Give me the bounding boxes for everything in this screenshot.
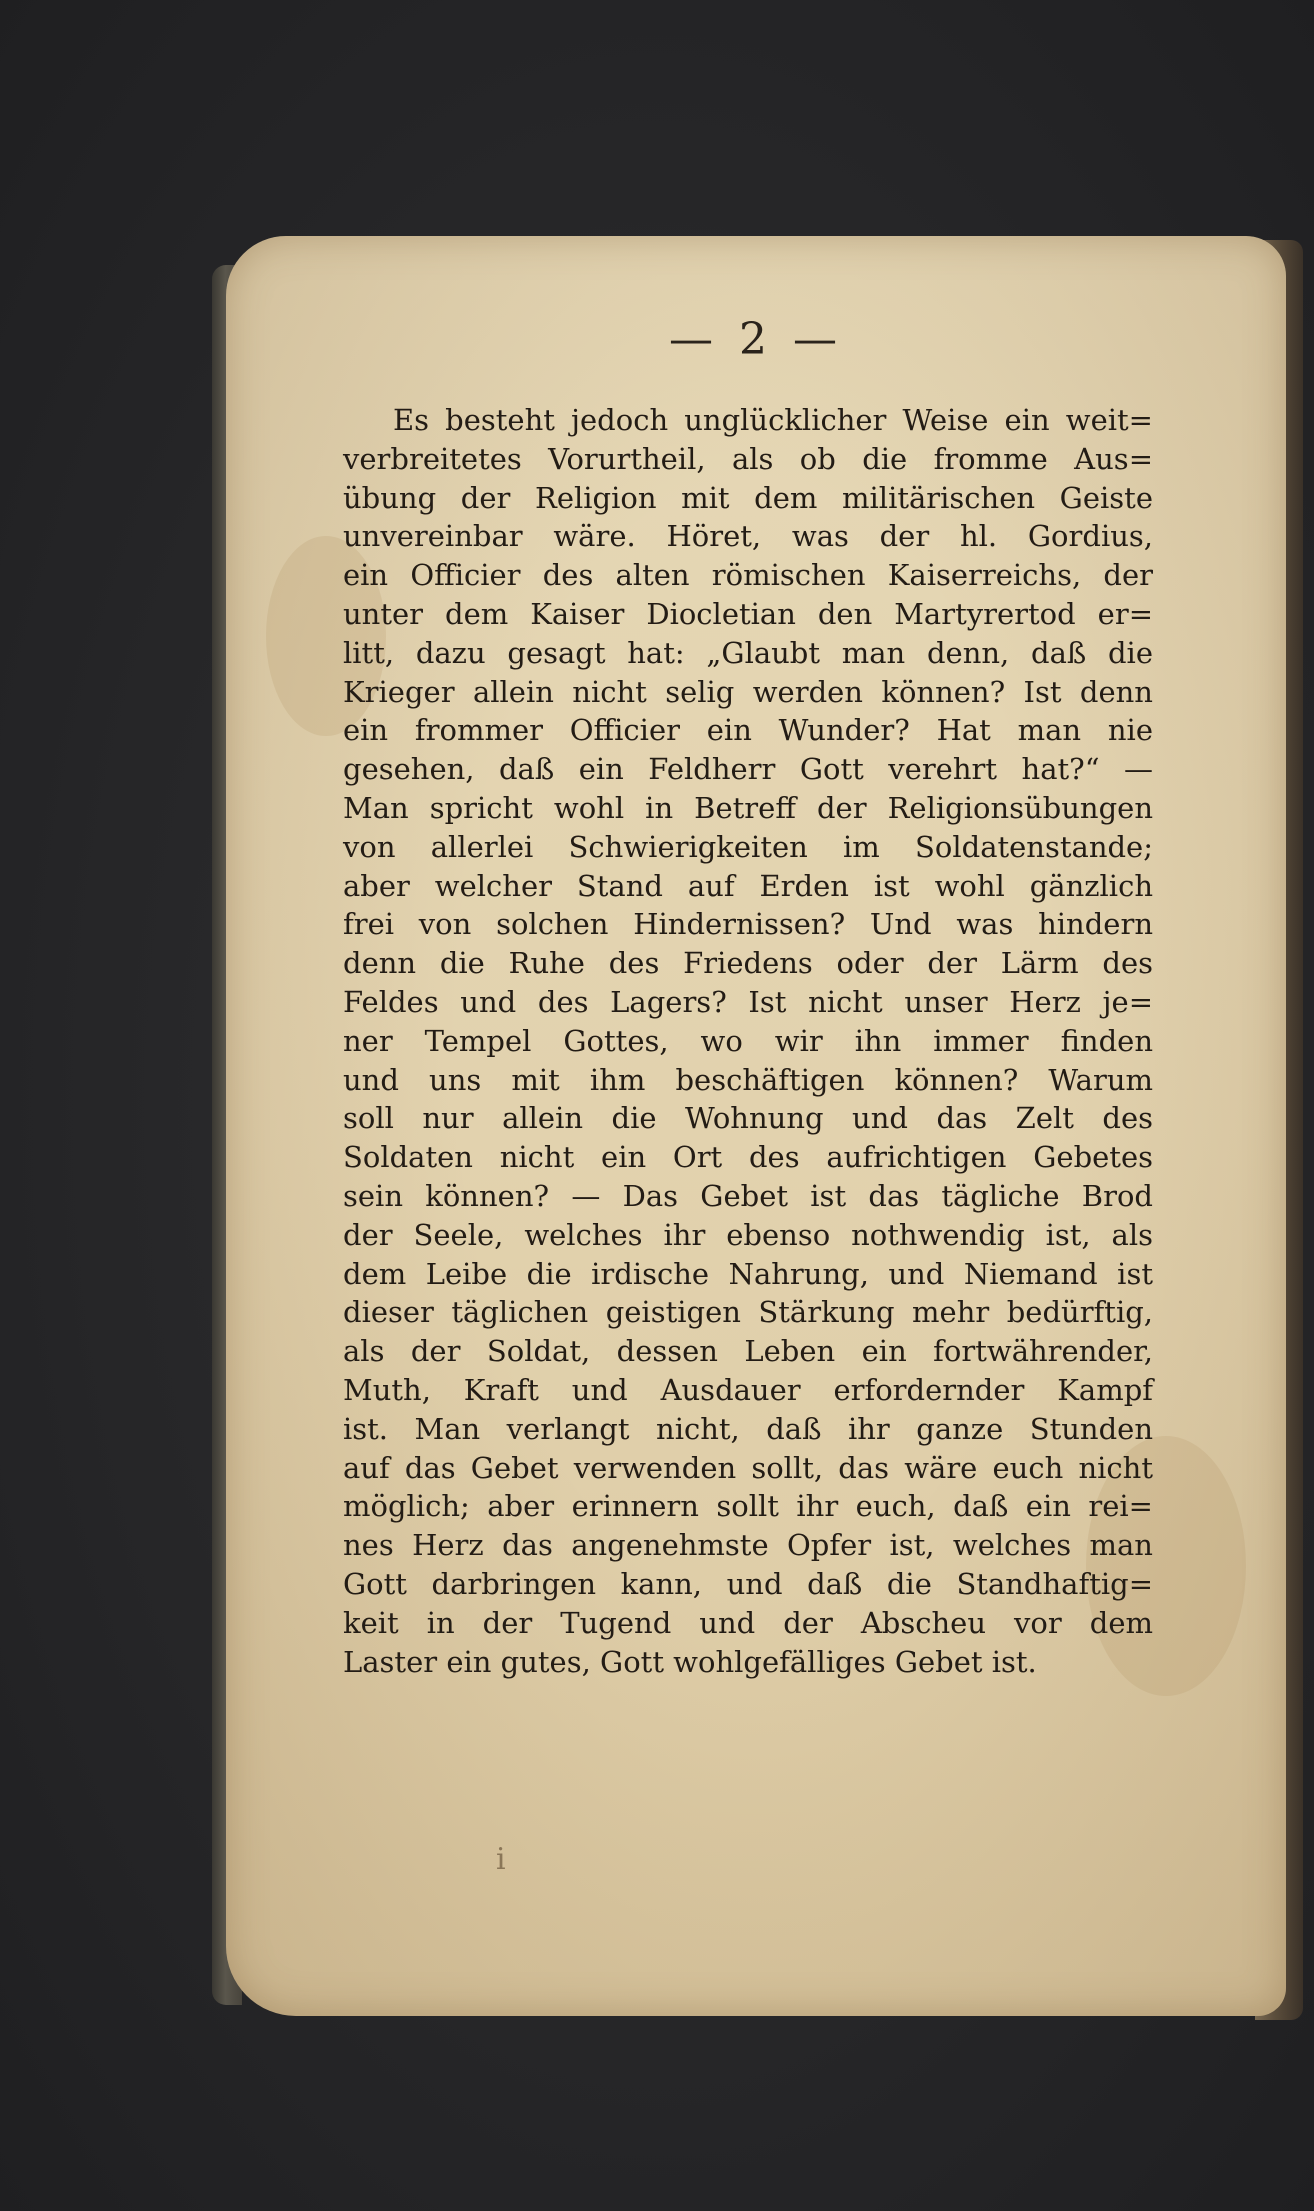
- text-line: der Seele, welches ihr ebenso nothwendig ist, als: [343, 1217, 1153, 1252]
- text-line: auf das Gebet verwenden sollt, das wäre euch nicht: [343, 1450, 1153, 1485]
- text-line: Gott darbringen kann, und daß die Standhaftig=: [343, 1566, 1153, 1601]
- text-line: als der Soldat, dessen Leben ein fortwährender,: [343, 1334, 1153, 1369]
- text-line: von allerlei Schwierigkeiten im Soldatenstande;: [343, 829, 1153, 864]
- text-line: ein Officier des alten römischen Kaiserreichs, der: [343, 558, 1153, 593]
- text-line: litt, dazu gesagt hat: „Glaubt man denn, daß die: [343, 635, 1153, 670]
- text-line: Muth, Kraft und Ausdauer erfordernder Kampf: [343, 1372, 1153, 1407]
- text-line: und uns mit ihm beschäftigen können? Warum: [343, 1062, 1153, 1097]
- text-line: ist. Man verlangt nicht, daß ihr ganze Stunden: [343, 1411, 1153, 1446]
- text-line: ner Tempel Gottes, wo wir ihn immer finden: [343, 1023, 1153, 1058]
- text-line: Man spricht wohl in Betreff der Religionsübungen: [343, 790, 1153, 825]
- text-line: Krieger allein nicht selig werden können? Ist denn: [343, 674, 1153, 709]
- text-line: dem Leibe die irdische Nahrung, und Niemand ist: [343, 1256, 1153, 1291]
- text-line: sein können? — Das Gebet ist das tägliche Brod: [343, 1178, 1153, 1213]
- text-line: keit in der Tugend und der Abscheu vor dem: [343, 1605, 1153, 1640]
- signature-mark: i: [496, 1842, 506, 1877]
- text-line: unter dem Kaiser Diocletian den Martyrertod er=: [343, 596, 1153, 631]
- text-line: aber welcher Stand auf Erden ist wohl gänzlich: [343, 868, 1153, 903]
- text-line: frei von solchen Hindernissen? Und was hindern: [343, 907, 1153, 942]
- text-line: Feldes und des Lagers? Ist nicht unser Herz je=: [343, 984, 1153, 1019]
- text-line: ein frommer Officier ein Wunder? Hat man nie: [343, 713, 1153, 748]
- text-line: übung der Religion mit dem militärischen Geiste: [343, 480, 1153, 515]
- text-line: verbreitetes Vorurtheil, als ob die fromme Aus=: [343, 441, 1153, 476]
- text-line: Laster ein gutes, Gott wohlgefälliges Gebet ist.: [343, 1644, 1037, 1679]
- text-line: soll nur allein die Wohnung und das Zelt des: [343, 1101, 1153, 1136]
- text-line: Es besteht jedoch unglücklicher Weise ein weit=: [393, 403, 1153, 437]
- text-line: nes Herz das angenehmste Opfer ist, welches man: [343, 1528, 1153, 1563]
- text-line: Soldaten nicht ein Ort des aufrichtigen Gebetes: [343, 1140, 1153, 1175]
- text-line: unvereinbar wäre. Höret, was der hl. Gordius,: [343, 519, 1153, 554]
- text-line: gesehen, daß ein Feldherr Gott verehrt hat?“ —: [343, 752, 1153, 787]
- text-line: möglich; aber erinnern sollt ihr euch, daß ein rei=: [343, 1489, 1153, 1524]
- book-page: [226, 236, 1286, 2016]
- text-line: denn die Ruhe des Friedens oder der Lärm des: [343, 946, 1153, 981]
- page-number: — 2 —: [669, 314, 843, 365]
- body-text: [343, 401, 1153, 1681]
- text-line: dieser täglichen geistigen Stärkung mehr bedürftig,: [343, 1295, 1153, 1330]
